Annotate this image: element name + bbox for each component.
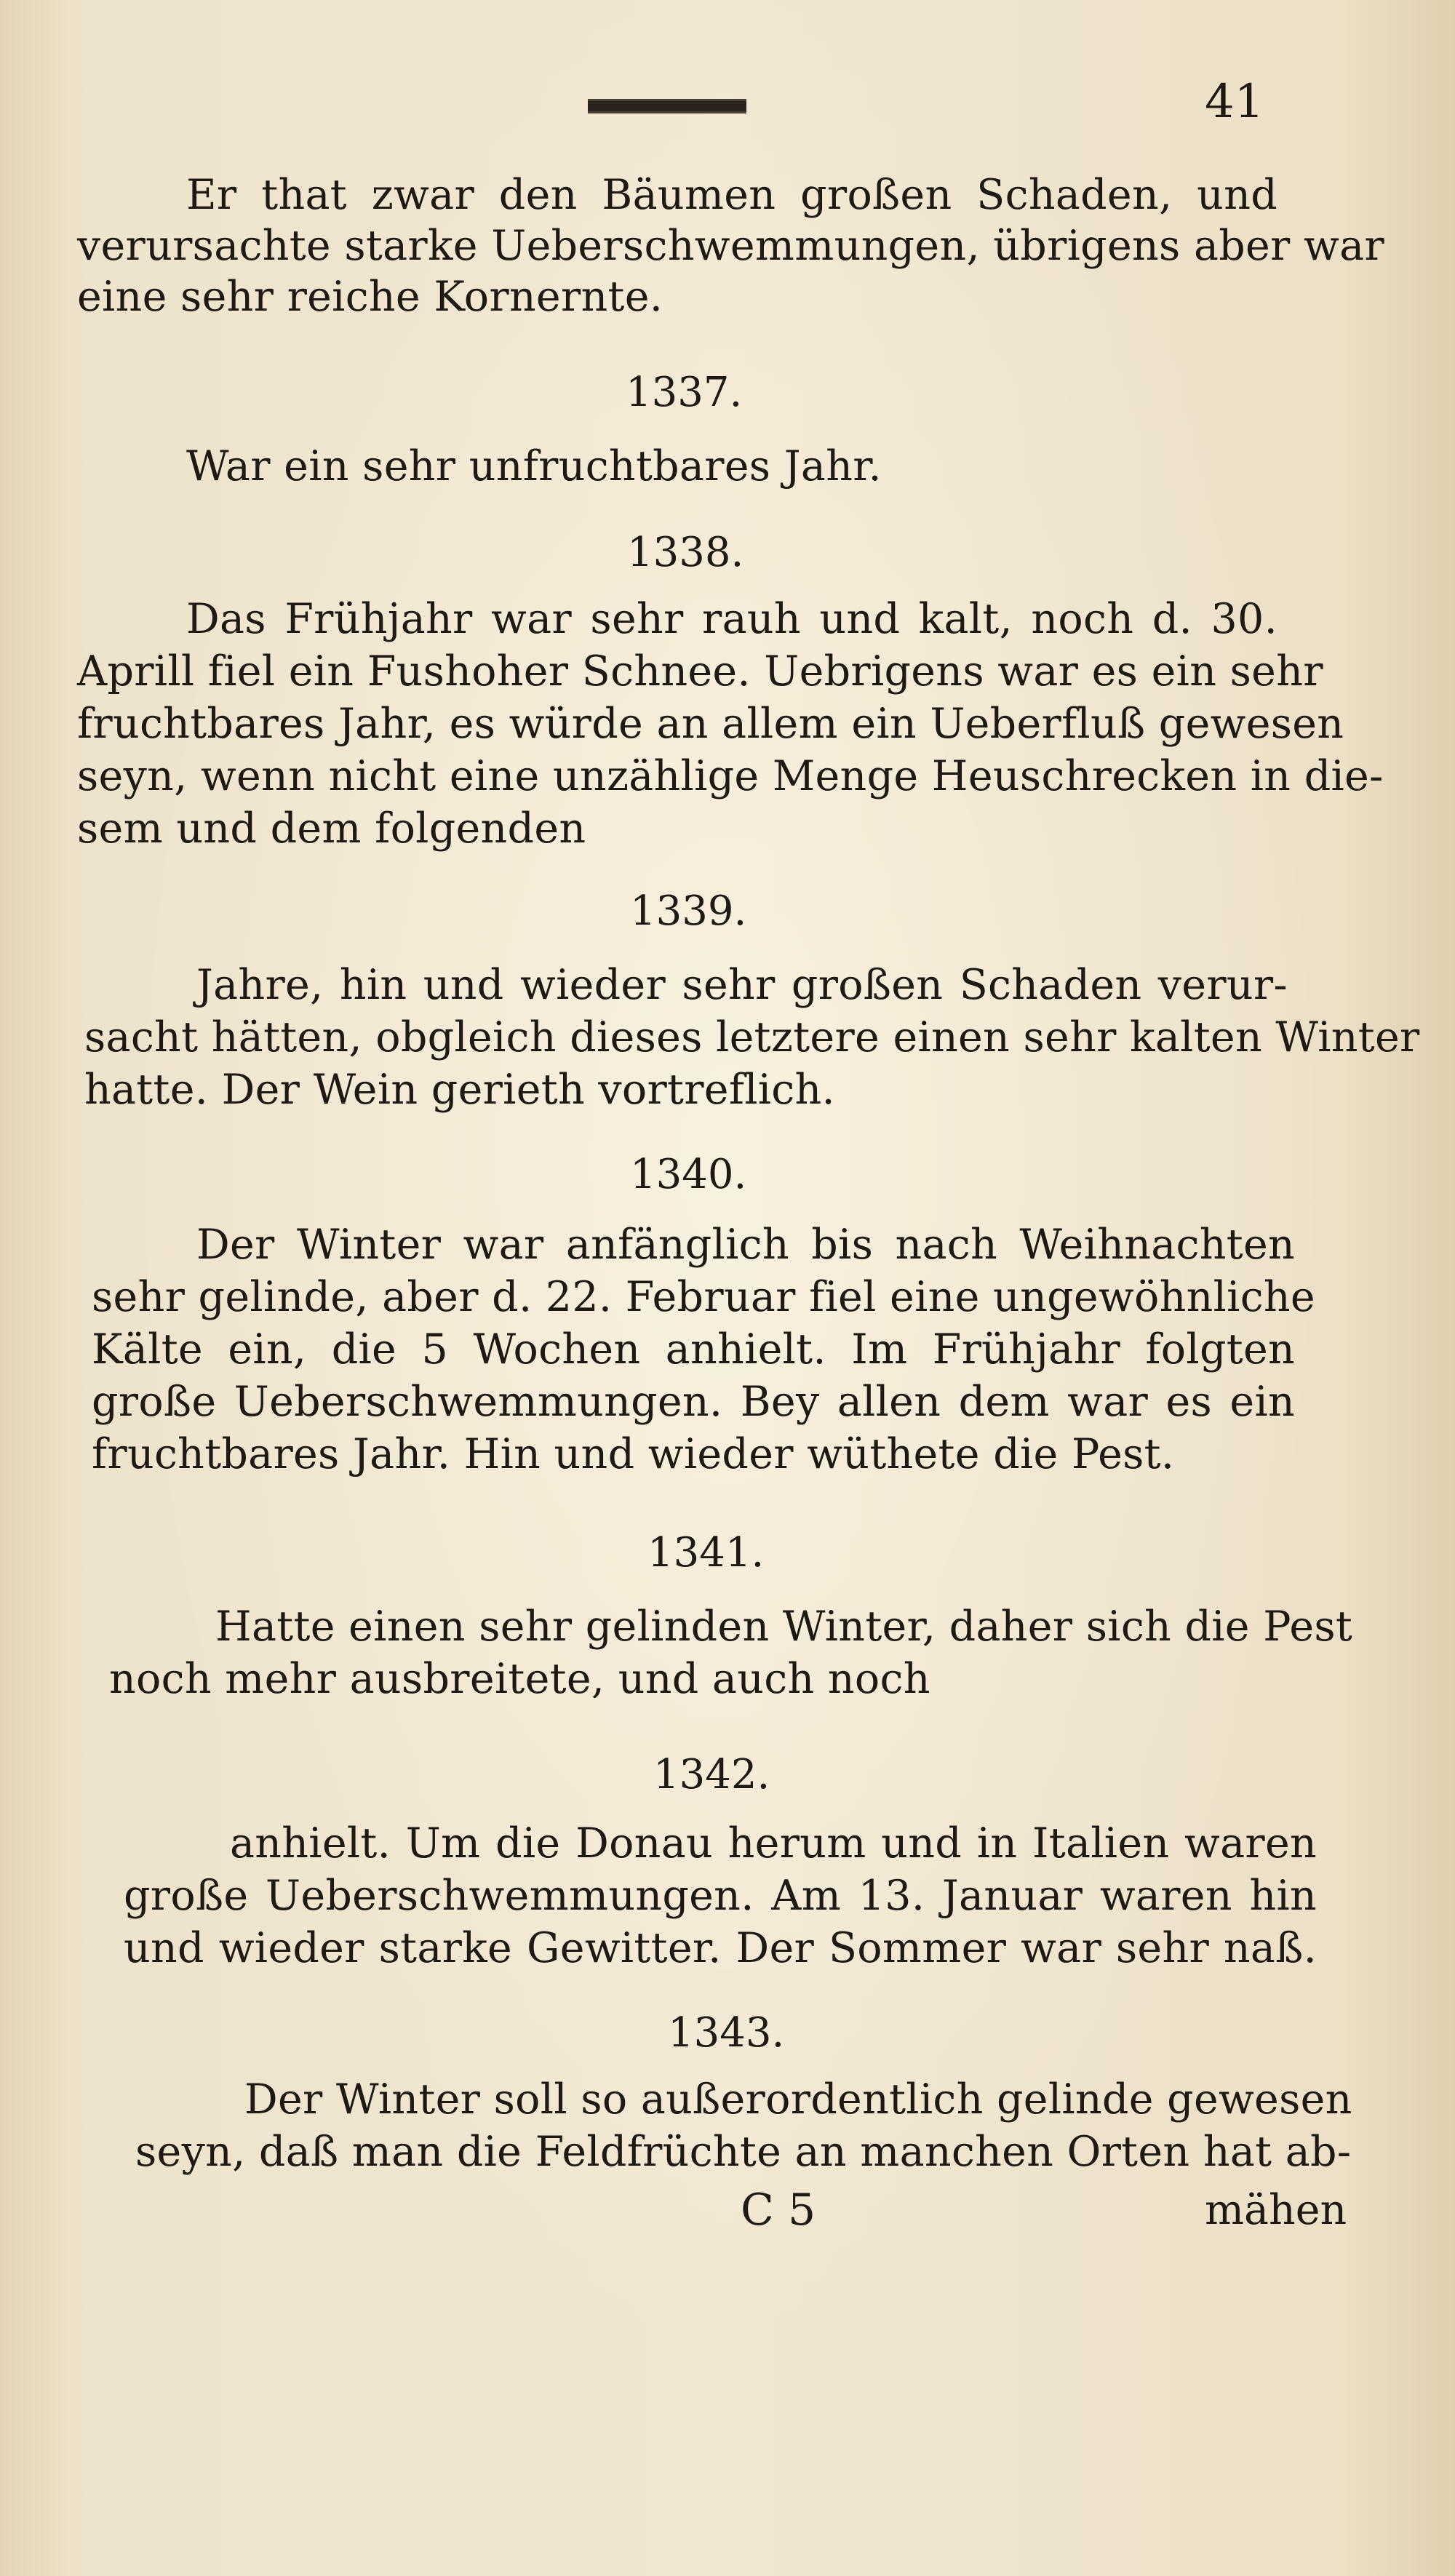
- year-heading: 1342.: [653, 1751, 770, 1798]
- text-line: Kälte ein, die 5 Wochen anhielt. Im Frühjahr folgten: [92, 1325, 1295, 1373]
- text-line: eine sehr reiche Kornernte.: [77, 273, 663, 321]
- text-line: War ein sehr unfruchtbares Jahr.: [186, 442, 882, 490]
- header-rule: [588, 99, 746, 113]
- text-line: Hatte einen sehr gelinden Winter, daher sich die Pest: [215, 1603, 1353, 1651]
- text-line: Das Frühjahr war sehr rauh und kalt, noch d. 30.: [186, 595, 1277, 643]
- text-line: große Ueberschwemmungen. Bey allen dem war es ein: [92, 1378, 1295, 1426]
- text-line: hatte. Der Wein gerieth vortreflich.: [84, 1066, 835, 1114]
- text-line: große Ueberschwemmungen. Am 13. Januar waren hin: [124, 1872, 1317, 1920]
- year-heading: 1343.: [668, 2009, 785, 2057]
- text-line: sehr gelinde, aber d. 22. Februar fiel eine ungewöhnliche: [92, 1273, 1315, 1321]
- text-line: fruchtbares Jahr. Hin und wieder wüthete die Pest.: [92, 1430, 1175, 1478]
- year-heading: 1339.: [630, 888, 747, 935]
- text-line: Der Winter war anfänglich bis nach Weihnachten: [196, 1221, 1295, 1269]
- text-line: und wieder starke Gewitter. Der Sommer war sehr naß.: [124, 1924, 1317, 1972]
- text-line: Jahre, hin und wieder sehr großen Schaden verur-: [196, 961, 1288, 1009]
- text-line: fruchtbares Jahr, es würde an allem ein Ueberfluß gewesen: [77, 700, 1344, 748]
- catchword: mähen: [1205, 2186, 1347, 2234]
- year-heading: 1337.: [626, 369, 743, 416]
- text-line: noch mehr ausbreitete, und auch noch: [109, 1655, 930, 1703]
- text-line: Aprill fiel ein Fushoher Schnee. Uebrigens war es ein sehr: [77, 647, 1323, 695]
- year-heading: 1338.: [627, 529, 744, 576]
- text-line: Der Winter soll so außerordentlich gelinde gewesen: [244, 2075, 1352, 2124]
- year-heading: 1340.: [630, 1151, 747, 1198]
- text-line: sacht hätten, obgleich dieses letztere einen sehr kalten Winter: [84, 1013, 1420, 1061]
- text-line: Er that zwar den Bäumen großen Schaden, und: [186, 171, 1277, 219]
- page-number: 41: [1205, 75, 1264, 129]
- text-line: verursachte starke Ueberschwemmungen, übrigens aber war: [77, 222, 1384, 270]
- text-line: seyn, wenn nicht eine unzählige Menge Heuschrecken in die-: [77, 752, 1384, 800]
- signature-mark: C 5: [741, 2185, 816, 2236]
- text-line: seyn, daß man die Feldfrüchte an manchen Orten hat ab-: [135, 2128, 1352, 2176]
- text-line: anhielt. Um die Donau herum und in Italien waren: [230, 1819, 1317, 1867]
- year-heading: 1341.: [647, 1529, 765, 1576]
- text-line: sem und dem folgenden: [77, 805, 586, 853]
